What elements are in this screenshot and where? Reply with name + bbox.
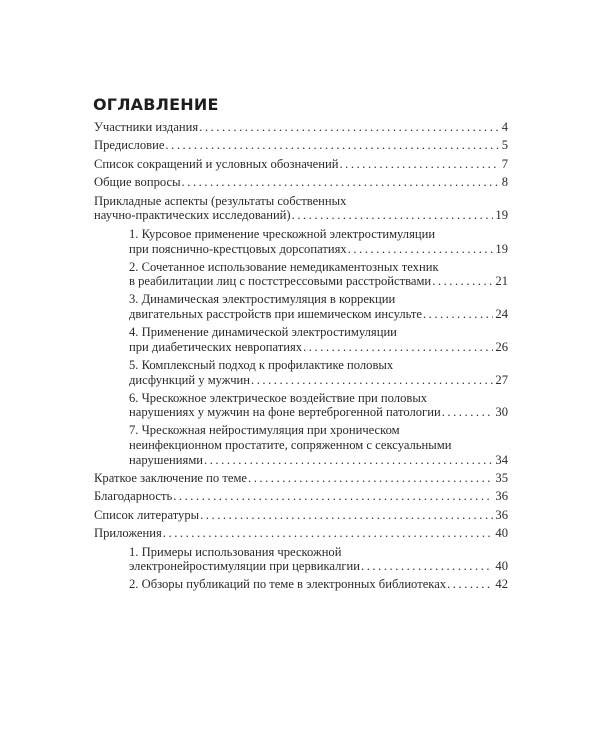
dot-leader (199, 120, 500, 135)
toc-entry-text: Приложения (94, 526, 162, 541)
toc-entry-text: Предисловие (94, 138, 165, 153)
dot-leader (204, 453, 493, 468)
toc-entry-text: Прикладные аспекты (результаты собственных (94, 193, 347, 208)
toc-entry[interactable] (94, 175, 508, 190)
dot-leader (432, 274, 493, 289)
dot-leader (251, 373, 493, 388)
toc-entry-text: Краткое заключение по теме (94, 471, 248, 486)
toc-page-number: 35 (495, 471, 508, 486)
toc-entry[interactable] (94, 526, 508, 541)
toc-entry-last-line (94, 471, 508, 486)
toc-entry-text: неинфекционном простатите, сопряженном с сексуальными (129, 438, 452, 453)
toc-page-number: 40 (495, 559, 508, 574)
toc-subentry[interactable] (94, 391, 508, 421)
toc-entries (94, 120, 508, 592)
toc-entry-text: при пояснично-крестцовых дорсопатиях (129, 241, 347, 256)
toc-entry[interactable] (94, 120, 508, 135)
toc-entry-text: Список сокращений и условных обозначений (94, 156, 339, 171)
toc-entry-text: 4. Применение динамической электростимуляции (129, 325, 397, 340)
dot-leader (163, 526, 494, 541)
toc-entry-text: 2. Сочетанное использование немедикаментозных техник (129, 259, 439, 274)
toc-entry-last-line (129, 274, 508, 289)
toc-entry-text: нарушениями (129, 453, 204, 468)
toc-entry-last-line (129, 307, 508, 322)
toc-page-number: 24 (495, 307, 508, 322)
dot-leader (165, 138, 499, 153)
toc-subentry[interactable] (94, 545, 508, 575)
dot-leader (447, 577, 493, 592)
dot-leader (200, 508, 493, 523)
toc-entry-text: нарушениях у мужчин на фоне вертеброгенной патологии (129, 405, 441, 420)
toc-page-number: 27 (495, 372, 508, 387)
toc-page-number: 19 (495, 241, 508, 256)
toc-entry-text: 1. Курсовое применение чрескожной электростимуляции (129, 226, 436, 241)
table-of-contents (94, 95, 508, 595)
dot-leader (361, 559, 493, 574)
toc-page-number: 4 (501, 120, 508, 134)
toc-page-number: 42 (495, 577, 508, 592)
toc-entry-text: научно-практических исследований) (94, 208, 291, 223)
toc-entry-text: Общие вопросы (94, 175, 181, 190)
toc-entry-last-line (129, 242, 508, 257)
toc-entry-text: дисфункций у мужчин (129, 372, 251, 387)
toc-subentry[interactable] (94, 292, 508, 322)
toc-entry-text: 3. Динамическая электростимуляция в коррекции (129, 292, 396, 307)
toc-entry-last-line (129, 559, 508, 574)
toc-subentry[interactable] (94, 260, 508, 290)
toc-subentry[interactable] (94, 423, 508, 467)
toc-entry-last-line (94, 120, 508, 135)
toc-page-number: 26 (495, 339, 508, 354)
toc-entry-text: Участники издания (94, 120, 199, 134)
toc-title: ОГЛАВЛЕНИЕ (93, 95, 219, 114)
toc-page-number: 36 (495, 507, 508, 522)
toc-page-number: 30 (495, 405, 508, 420)
toc-page-number: 34 (495, 453, 508, 468)
toc-entry-last-line (129, 405, 508, 420)
toc-entry-text: Благодарность (94, 489, 173, 504)
toc-entry-text: 7. Чрескожная нейростимуляция при хроническом (129, 423, 400, 438)
toc-page-number: 40 (495, 526, 508, 541)
dot-leader (292, 208, 494, 223)
toc-entry-text: 1. Примеры использования чрескожной (129, 544, 342, 559)
toc-page-number: 8 (501, 175, 508, 190)
toc-page-number: 5 (501, 138, 508, 153)
toc-subentry[interactable] (94, 325, 508, 355)
toc-entry-last-line (94, 489, 508, 504)
toc-page-number: 19 (495, 208, 508, 223)
dot-leader (303, 340, 493, 355)
dot-leader (173, 489, 493, 504)
toc-entry-text: 2. Обзоры публикаций по теме в электронных библиотеках (129, 577, 447, 592)
toc-entry-last-line (94, 508, 508, 523)
toc-entry-last-line (94, 175, 508, 190)
toc-entry[interactable] (94, 194, 508, 224)
toc-entry-text: двигательных расстройств при ишемическом инсульте (129, 307, 422, 322)
toc-page-number: 36 (495, 489, 508, 504)
dot-leader (339, 157, 499, 172)
toc-subentry[interactable] (94, 577, 508, 592)
dot-leader (348, 242, 494, 257)
toc-entry-last-line (94, 526, 508, 541)
toc-entry-last-line (94, 157, 508, 172)
toc-entry-text: 6. Чрескожное электрическое воздействие при половых (129, 390, 428, 405)
toc-entry-last-line (129, 340, 508, 355)
toc-entry[interactable] (94, 157, 508, 172)
toc-entry-text: в реабилитации лиц с постстрессовыми расстройствами (129, 274, 432, 289)
toc-page-number: 21 (495, 274, 508, 289)
toc-entry-text: электронейростимуляции при цервикалгии (129, 559, 361, 574)
dot-leader (248, 471, 493, 486)
toc-entry-text: 5. Комплексный подход к профилактике половых (129, 357, 394, 372)
dot-leader (423, 307, 493, 322)
toc-entry-last-line (129, 373, 508, 388)
toc-entry[interactable] (94, 489, 508, 504)
toc-entry-last-line (94, 138, 508, 153)
dot-leader (442, 405, 494, 420)
toc-subentry[interactable] (94, 358, 508, 388)
toc-entry[interactable] (94, 508, 508, 523)
toc-entry-last-line (129, 453, 508, 468)
toc-page-number: 7 (501, 156, 508, 171)
toc-subentry[interactable] (94, 227, 508, 257)
toc-entry[interactable] (94, 138, 508, 153)
toc-entry[interactable] (94, 471, 508, 486)
dot-leader (182, 175, 500, 190)
toc-entry-text: при диабетических невропатиях (129, 339, 303, 354)
toc-entry-text: Список литературы (94, 507, 200, 522)
toc-entry-last-line (129, 577, 508, 592)
toc-entry-last-line (94, 208, 508, 223)
